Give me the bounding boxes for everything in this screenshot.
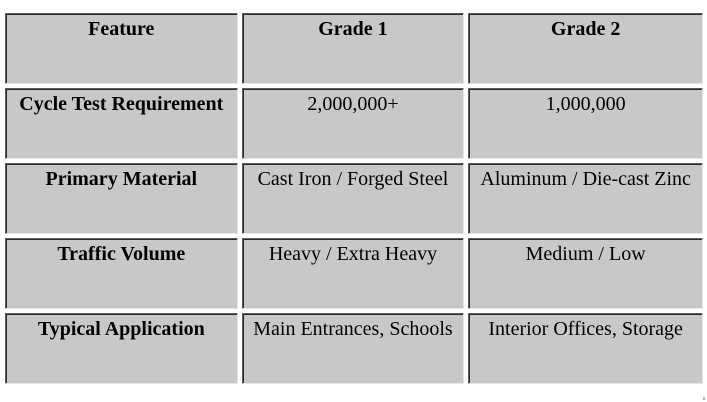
grade-1-cell — [242, 238, 465, 309]
header-label: Feature — [88, 18, 155, 40]
grade-comparison-table — [1, 9, 707, 388]
cell-value: 2,000,000+ — [307, 93, 399, 115]
table-row — [5, 163, 703, 234]
header-label: Grade 2 — [550, 18, 621, 40]
grade-2-cell — [468, 313, 703, 384]
header-cell-feature — [5, 13, 238, 84]
table-row — [5, 88, 703, 159]
table-row — [5, 238, 703, 309]
grade-2-cell — [468, 163, 703, 234]
row-label-cell — [5, 238, 238, 309]
cell-value: 1,000,000 — [545, 93, 626, 115]
cell-value: Interior Offices, Storage — [488, 318, 683, 340]
header-cell-grade-1 — [242, 13, 465, 84]
header-label: Grade 1 — [318, 18, 388, 40]
header-cell-grade-2 — [468, 13, 703, 84]
grade-2-cell — [468, 238, 703, 309]
cell-value: Medium / Low — [525, 243, 646, 265]
cell-value: Cast Iron / Forged Steel — [257, 168, 449, 190]
header-row — [5, 13, 703, 84]
grade-2-cell — [468, 88, 703, 159]
row-label: Cycle Test Requirement — [19, 93, 224, 115]
cell-value: Main Entrances, Schools — [253, 318, 453, 340]
grade-1-cell — [242, 88, 465, 159]
row-label: Typical Application — [37, 318, 205, 340]
row-label-cell — [5, 313, 238, 384]
row-label-cell — [5, 88, 238, 159]
row-label: Primary Material — [45, 168, 198, 190]
table-row — [5, 313, 703, 384]
row-label-cell — [5, 163, 238, 234]
cell-value: Heavy / Extra Heavy — [268, 243, 438, 265]
grade-1-cell — [242, 163, 465, 234]
cell-value: Aluminum / Die-cast Zinc — [480, 168, 691, 190]
resize-grip-mark — [703, 397, 705, 400]
grade-1-cell — [242, 313, 465, 384]
row-label: Traffic Volume — [57, 243, 186, 265]
